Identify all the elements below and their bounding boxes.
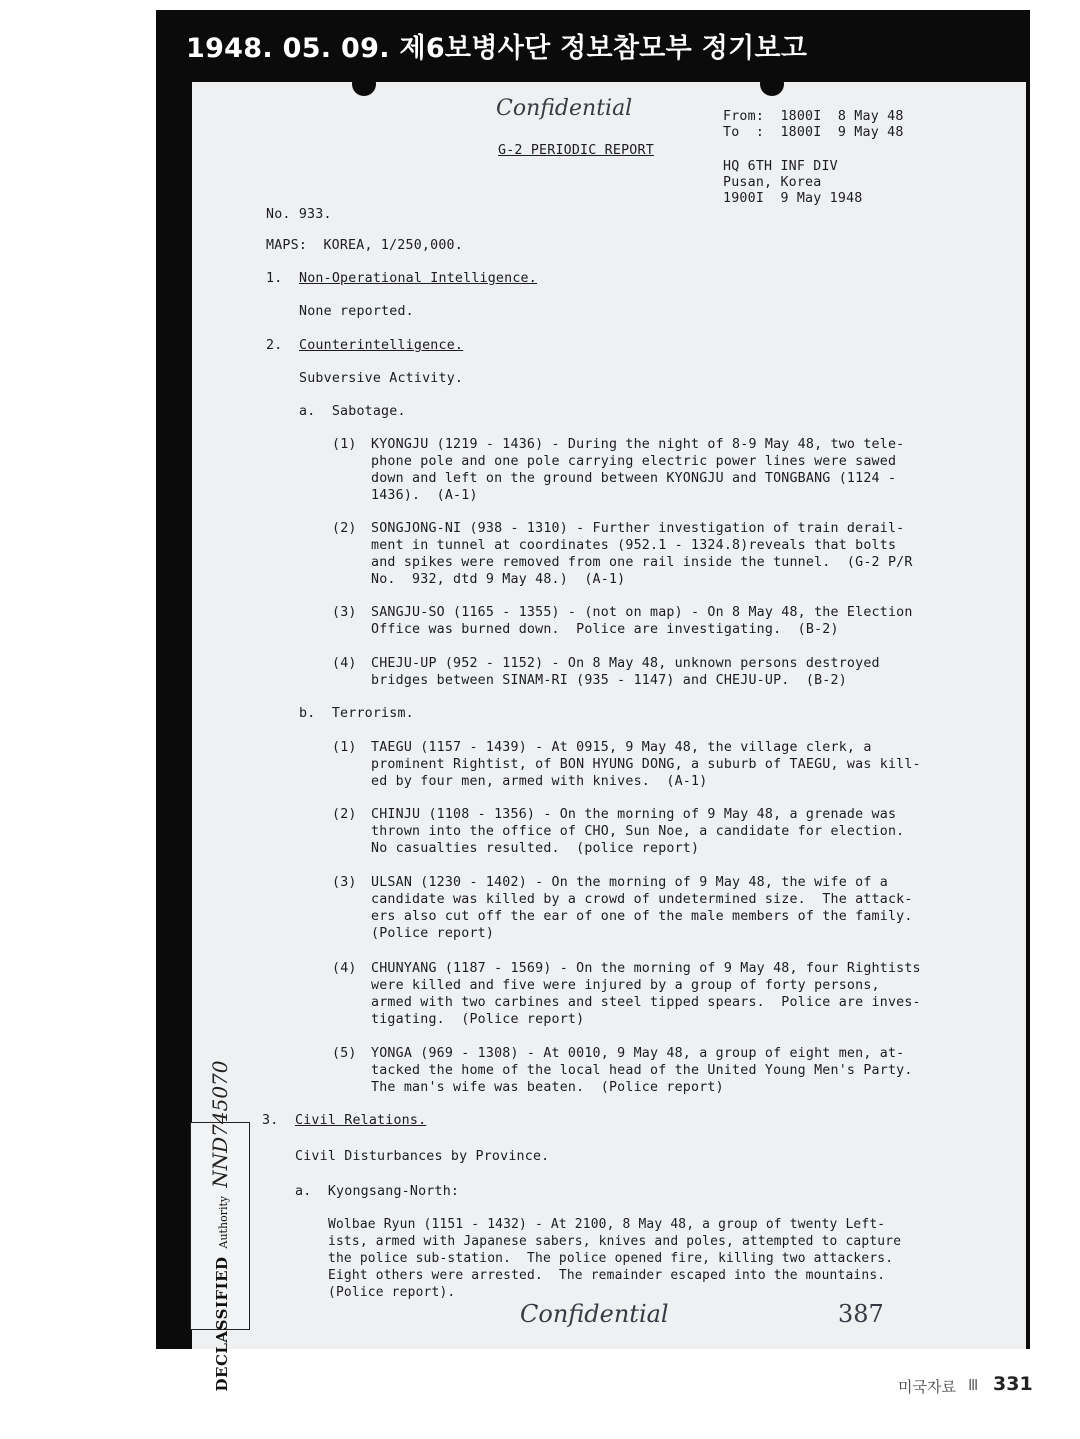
stamp-label: DECLASSIFIED <box>213 1256 231 1392</box>
punch-hole <box>760 82 784 96</box>
footer-collection: 미국자료 <box>898 1378 956 1396</box>
section-subtitle: Civil Disturbances by Province. <box>295 1149 550 1164</box>
handwritten-page-number: 387 <box>838 1300 884 1328</box>
stamp-number: NND745070 <box>208 1060 232 1188</box>
item-text: TAEGU (1157 - 1439) - At 0915, 9 May 48, the village clerk, a prominent Rightist, of BON HYUNG DONG, a suburb of TAEGU, was kill- ed by four men, armed with knives. (A-1) <box>371 740 921 789</box>
punch-hole <box>352 82 376 96</box>
item-text: KYONGJU (1219 - 1436) - During the night of 8-9 May 48, two tele- phone pole and one pole carrying electric power lines were sawed down and left on the ground between KYONGJU and TONGBANG (1124 - 1436). (A-1) <box>371 437 905 503</box>
report-number: No. 933. <box>266 207 332 222</box>
item-number: (5) <box>332 1046 357 1061</box>
section-subtitle: Subversive Activity. <box>299 371 464 386</box>
section-number: 2. <box>266 338 283 353</box>
report-title: G-2 PERIODIC REPORT <box>498 143 654 158</box>
section-body: None reported. <box>299 304 414 319</box>
item-text: CHEJU-UP (952 - 1152) - On 8 May 48, unknown persons destroyed bridges between SINAM-RI (935 - 1147) and CHEJU-UP. (B-2) <box>371 656 880 688</box>
section-number: 1. <box>266 271 283 286</box>
item-number: (2) <box>332 521 357 536</box>
classification-top: Confidential <box>496 96 633 121</box>
subsection-heading: a. Kyongsang-North: <box>295 1184 460 1199</box>
item-number: (3) <box>332 605 357 620</box>
stamp-authority: Authority <box>217 1195 230 1249</box>
item-text: ULSAN (1230 - 1402) - On the morning of 9 May 48, the wife of a candidate was killed by a crowd of undetermined size. The attack- ers also cut off the ear of one of the male members of the family. (Police report) <box>371 875 913 941</box>
item-text: CHUNYANG (1187 - 1569) - On the morning of 9 May 48, four Rightists were killed and five were injured by a group of forty persons, armed with two carbines and steel tipped spears. Police are inves- tigating. (Police report) <box>371 961 921 1027</box>
page-title: 1948. 05. 09. 제6보병사단 정보참모부 정기보고 <box>186 33 808 64</box>
footer-separator: Ⅲ <box>968 1376 979 1394</box>
item-number: (4) <box>332 961 357 976</box>
section-number: 3. <box>262 1113 279 1128</box>
maps-line: MAPS: KOREA, 1/250,000. <box>266 238 463 253</box>
item-text: SONGJONG-NI (938 - 1310) - Further investigation of train derail- ment in tunnel at coordinates (952.1 - 1324.8)reveals that bolts and spikes were removed from one rail inside the tunnel. (G-2 P/R No. 932, dtd 9 May 48.) (A-1) <box>371 521 913 587</box>
item-number: (1) <box>332 740 357 755</box>
item-text: SANGJU-SO (1165 - 1355) - (not on map) - On 8 May 48, the Election Office was burned down. Police are investigating. (B-2) <box>371 605 913 637</box>
classification-bottom: Confidential <box>520 1300 669 1328</box>
subsection-heading: a. Sabotage. <box>299 404 406 419</box>
section-title: Non-Operational Intelligence. <box>299 271 537 286</box>
location-line: Pusan, Korea <box>723 175 822 190</box>
section-title: Civil Relations. <box>295 1113 427 1128</box>
item-number: (2) <box>332 807 357 822</box>
item-text: Wolbae Ryun (1151 - 1432) - At 2100, 8 May 48, a group of twenty Left- ists, armed with Japanese sabers, knives and poles, attempted to capture the police sub-station. The police opened fire, killing two attackers. Eight others were arrested. The remainder escaped into the mountains. (Police report). <box>328 1217 902 1300</box>
item-text: YONGA (969 - 1308) - At 0010, 9 May 48, a group of eight men, at- tacked the home of the local head of the United Young Men's Party. The man's wife was beaten. (Police report) <box>371 1046 913 1095</box>
from-line: From: 1800I 8 May 48 <box>723 109 904 124</box>
declassified-stamp <box>190 1060 250 1392</box>
item-text: CHINJU (1108 - 1356) - On the morning of 9 May 48, a grenade was thrown into the office of CHO, Sun Noe, a candidate for election. No casualties resulted. (police report) <box>371 807 905 856</box>
hq-line: HQ 6TH INF DIV <box>723 159 838 174</box>
item-number: (3) <box>332 875 357 890</box>
to-line: To : 1800I 9 May 48 <box>723 125 904 140</box>
section-title: Counterintelligence. <box>299 338 464 353</box>
item-number: (4) <box>332 656 357 671</box>
subsection-heading: b. Terrorism. <box>299 706 414 721</box>
item-number: (1) <box>332 437 357 452</box>
time-line: 1900I 9 May 1948 <box>723 191 863 206</box>
page-number: 331 <box>993 1373 1033 1395</box>
